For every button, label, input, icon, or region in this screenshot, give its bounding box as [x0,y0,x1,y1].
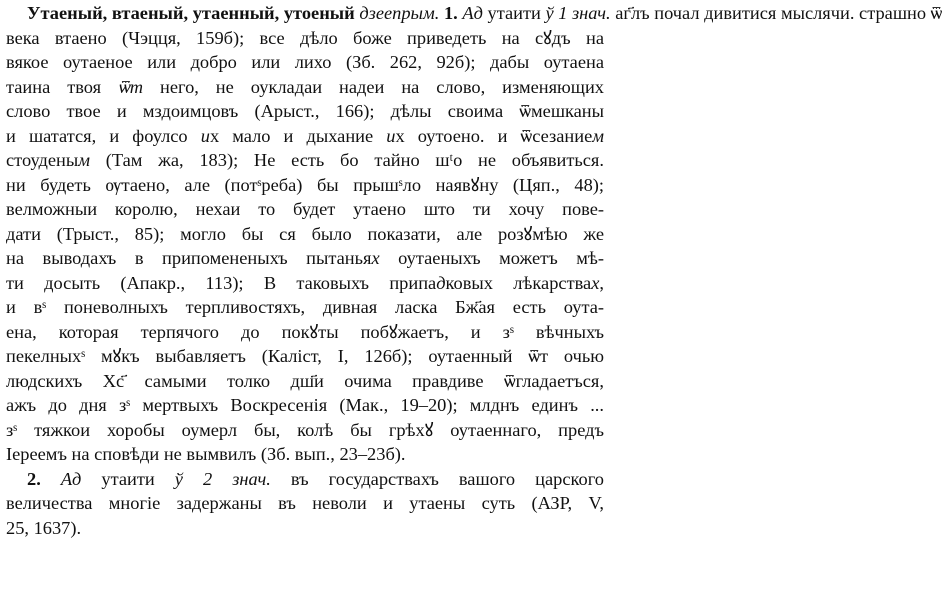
italic-text: и [200,125,210,146]
text-run: х мало и дыхание [209,125,387,146]
entry-line [6,26,604,51]
entry-line [6,246,604,271]
entry-line [6,148,604,173]
sense-number-1: 1. [443,3,458,23]
text-run: дати (Трыст., 85); могло бы ся было показати, але розꙋмѣю же [6,223,604,244]
entry-line [6,295,604,320]
entry-line [6,418,604,443]
text-run: зˢ тяжкои хоробы оумерл бы, колѣ бы грѣхꙋ оутаеннаго, предъ [6,419,604,440]
italic-text: ў 2 знач. [174,468,271,489]
italic-text: м [592,125,605,146]
text-run: ни будеть ѹтаено, але (потˢреба) бы прышˢло наявꙋну (Цяп., 48); [6,174,604,195]
text-run: 25, 1637). [6,517,82,538]
entry-line [6,173,604,198]
text-run: оутаеныхъ можетъ мѣ- [379,248,604,268]
entry-line [6,271,604,296]
italic-text: Ад [462,3,483,23]
italic-text: Ад [60,468,82,489]
entry-line [6,320,604,345]
text-run: Іереемъ на сповѣди не вымвилъ (Зб. вып., 23–23б). [6,444,406,464]
text-run: таина твоя [6,76,119,97]
text-run: него, не оукладаи надеи на слово, изменяющих [143,76,604,97]
sense-2-headline [6,467,604,492]
text-run: велможныи королю, нехаи то будет утаено што ти хочу пове- [6,199,604,219]
entry-line [6,442,604,467]
headword: Утаеный, втаеный, утаенный, утоеный [27,3,355,23]
italic-text: х [591,272,600,293]
text-run: вякое оутаеное или добро или лихо (Зб. 262, 92б); дабы оутаена [6,52,604,72]
sense-number-2: 2. [27,468,41,489]
entry-line [6,222,604,247]
text-run: ажъ до дня зˢ мертвыхъ Воскресенія (Мак., 19–20); млднъ единъ ... [6,395,604,415]
text-run: стоудены [6,150,79,170]
dictionary-entry [6,1,942,540]
sense-2-body [6,491,604,540]
entry-line [6,99,604,124]
text-run: х оутоено. и ѿсезание [395,125,593,146]
text-run: аг҃лъ почал дивитися мыслячи. страшно ѿ [610,3,942,23]
entry-line [6,50,604,75]
text-run: людскихъ Хс҃ самыми толко дш҃и очима правдиве ѿгладаетъся, [6,370,604,391]
text-run: века втаено (Чэцця, 159б); все дѣло боже приведеть на сꙋдъ на [6,27,604,48]
entry-line [6,393,604,418]
text-run: ти досыть (Апакр., 113); В таковыхъ припа [6,272,437,293]
text-run: пекелныхˢ мꙋкъ выбавляетъ (Каліст, I, 126б); оутаенный ѿт очью [6,346,604,366]
text-run: ковых лѣкарства [445,272,592,293]
entry-line [6,124,604,149]
entry-line [6,197,604,222]
entry-headline [6,1,942,26]
text-run: утаити [482,3,546,23]
italic-text: и [386,125,396,146]
entry-line [6,369,604,394]
entry-line [6,491,604,516]
italic-text: ѿт [118,76,144,97]
text-run: и шататся, и фоулсо [6,125,201,146]
sense-1-first-line [462,3,942,23]
text-run: величества многіе задержаны въ неволи и утаены суть (АЗР, V, [6,493,604,513]
italic-text: м [78,150,90,170]
text-run: и вˢ поневолныхъ терпливостяхъ, дивная ласка Бж҃ая есть оута- [6,297,604,317]
text-run: на выводахъ в припомененыхъ пытанья [6,248,372,268]
entry-line [6,516,604,541]
entry-line [6,75,604,100]
entry-line [6,344,604,369]
sense-1-body [6,26,604,467]
text-run: (Там жа, 183); Не есть бо тайно шᵗо не объявиться. [89,150,604,170]
text-run: въ государствахъ вашого царского [270,468,604,489]
part-of-speech: дзеепрым. [359,3,440,23]
text-run: слово твое и мздоимцовъ (Арыст., 166); дѣлы своима ѿмешканы [6,101,604,121]
italic-text: ў 1 знач. [545,3,611,23]
text-run: ена, которая терпячого до покꙋты побꙋжаетъ, и зˢ вѣчныхъ [6,321,604,342]
text-run: утаити [81,468,175,489]
sense-2-first-line [61,469,604,489]
italic-text: х [371,248,380,268]
text-run: , [599,272,604,293]
italic-text: д [436,272,446,293]
